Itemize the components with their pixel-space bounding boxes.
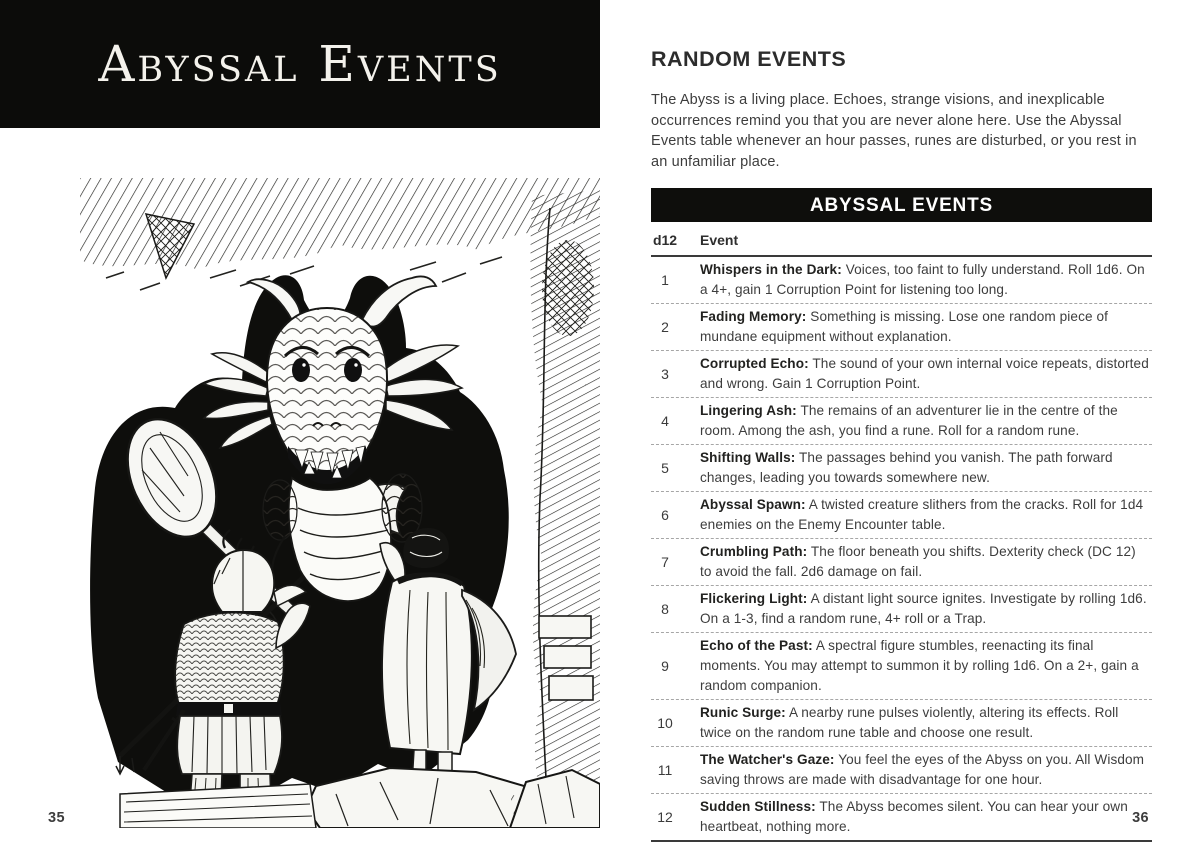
event-description: The passages behind you vanish. The path forward changes, leading you towards somewhere new.	[700, 450, 1113, 485]
table-row	[651, 491, 1152, 538]
roll-value: 9	[661, 658, 669, 674]
event-name: Sudden Stillness:	[700, 799, 816, 814]
intro-paragraph: The Abyss is a living place. Echoes, strange visions, and inexplicable occurrences remind you that you are never alone here. Use the Abyssal Events table whenever an hour passes, runes are disturbed, or you rest in an unfamiliar place.	[651, 92, 1137, 170]
event-name: Fading Memory:	[700, 309, 807, 324]
events-table	[651, 257, 1152, 842]
page-number-left: 35	[48, 810, 65, 826]
event-name: Whispers in the Dark:	[700, 262, 842, 277]
roll-value: 2	[661, 319, 669, 335]
roll-value: 3	[661, 366, 669, 382]
table-column-headers	[651, 222, 1152, 257]
event-name: Abyssal Spawn:	[700, 497, 806, 512]
event-description: Something is missing. Lose one random piece of mundane equipment without explanation.	[700, 309, 1109, 344]
table-row	[651, 303, 1152, 350]
event-description: The Abyss becomes silent. You can hear your own heartbeat, nothing more.	[700, 799, 1128, 834]
right-page	[651, 0, 1152, 842]
roll-value: 5	[661, 460, 669, 476]
event-description: A twisted creature slithers from the cracks. Roll for 1d4 enemies on the Enemy Encounter table.	[700, 497, 1144, 532]
event-description: Voices, too faint to fully understand. Roll 1d6. On a 4+, gain 1 Corruption Point for listening too long.	[700, 262, 1145, 297]
table-row	[651, 444, 1152, 491]
table-row	[651, 793, 1152, 840]
chapter-banner	[0, 0, 600, 128]
table-row	[651, 746, 1152, 793]
table-row	[651, 632, 1152, 699]
column-header-event: Event	[700, 232, 739, 248]
table-row	[651, 257, 1152, 303]
event-name: Runic Surge:	[700, 705, 786, 720]
roll-value: 1	[661, 272, 669, 288]
cave-ceiling	[80, 178, 600, 290]
dragon-left-eye	[292, 358, 310, 382]
event-description: The floor beneath you shifts. Dexterity check (DC 12) to avoid the fall. 2d6 damage on fail.	[700, 544, 1136, 579]
event-description: The sound of your own internal voice repeats, distorted and wrong. Gain 1 Corruption Point.	[700, 356, 1149, 391]
rock-column-right	[530, 190, 600, 828]
table-row	[651, 350, 1152, 397]
event-name: Corrupted Echo:	[700, 356, 809, 371]
event-name: The Watcher's Gaze:	[700, 752, 835, 767]
table-title: ABYSSAL EVENTS	[651, 188, 1152, 222]
section-heading: RANDOM EVENTS	[651, 47, 847, 71]
event-name: Shifting Walls:	[700, 450, 796, 465]
roll-value: 12	[657, 809, 673, 825]
roll-value: 8	[661, 601, 669, 617]
table-row	[651, 585, 1152, 632]
roll-value: 11	[657, 762, 673, 778]
event-name: Crumbling Path:	[700, 544, 808, 559]
roll-value: 6	[661, 507, 669, 523]
event-name: Flickering Light:	[700, 591, 808, 606]
event-description: The remains of an adventurer lie in the centre of the room. Among the ash, you find a rune. Roll for a random rune.	[700, 403, 1118, 438]
event-description: A spectral figure stumbles, reenacting its final moments. You may attempt to summon it by rolling 1d6. On a 2+, gain a random companion.	[700, 638, 1139, 693]
page-number-right: 36	[1132, 810, 1149, 826]
event-name: Echo of the Past:	[700, 638, 813, 653]
roll-value: 7	[661, 554, 669, 570]
table-row	[651, 397, 1152, 444]
rock-right-boulder	[510, 770, 600, 828]
dragon-right-eye	[344, 358, 362, 382]
event-name: Lingering Ash:	[700, 403, 797, 418]
column-header-d12: d12	[652, 232, 678, 248]
chapter-title: Abyssal Events	[98, 35, 502, 93]
table-row	[651, 538, 1152, 585]
roll-value: 4	[661, 413, 669, 429]
event-description: A nearby rune pulses violently, altering its effects. Roll twice on the random rune table and choose one result.	[700, 705, 1119, 740]
event-description: A distant light source ignites. Investigate by rolling 1d6. On a 1-3, find a random rune, 4+ roll or a Trap.	[700, 591, 1147, 626]
table-row	[651, 699, 1152, 746]
roll-value: 10	[657, 715, 673, 731]
illustration	[80, 178, 600, 828]
event-description: You feel the eyes of the Abyss on you. All Wisdom saving throws are made with disadvantage for one hour.	[700, 752, 1145, 787]
